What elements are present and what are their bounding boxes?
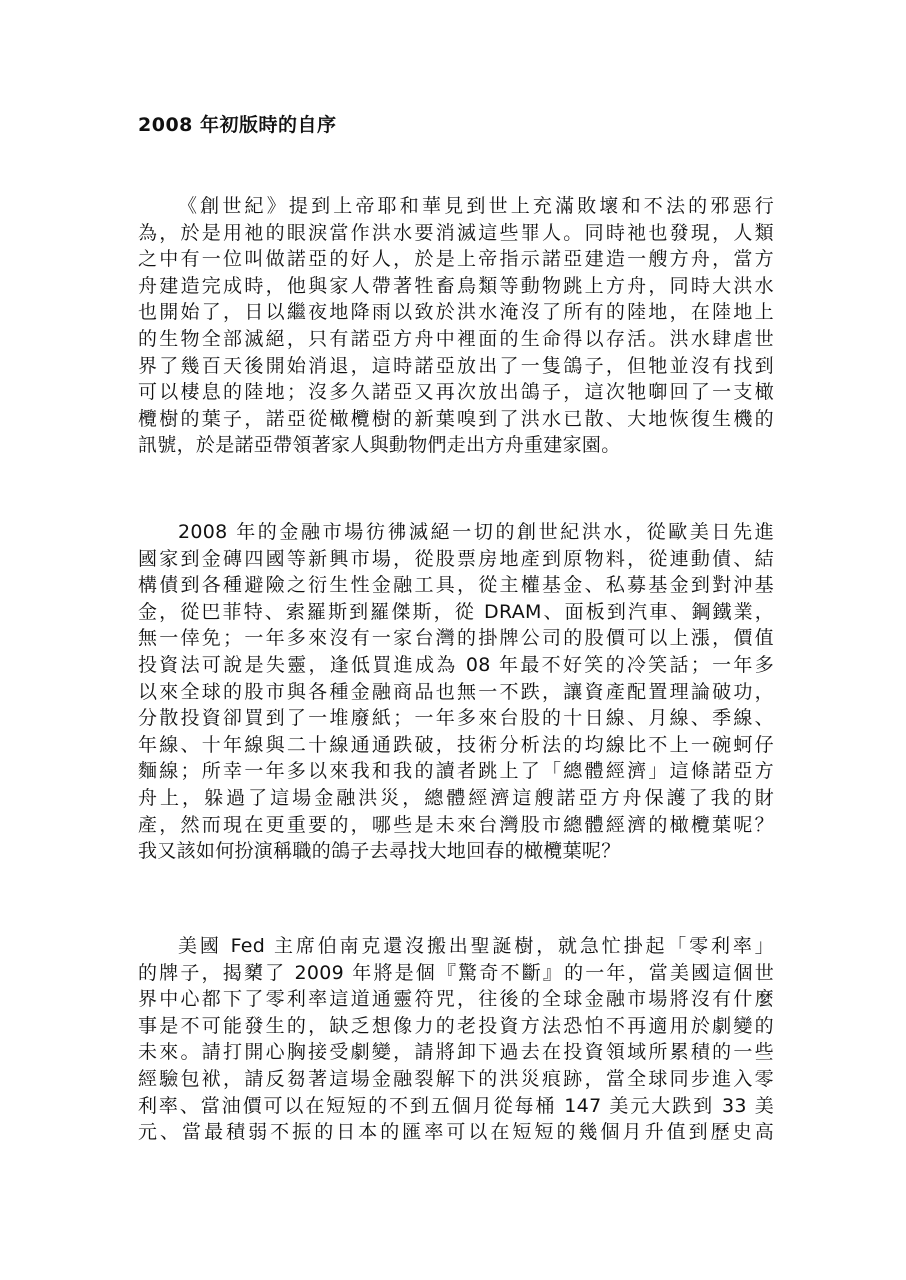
paragraph-line: 元、當最積弱不振的日本的匯率可以在短短的幾個月升值到歷史高: [138, 1121, 774, 1144]
paragraph-line: 我又該如何扮演稱職的鴿子去尋找大地回春的橄欖葉呢？: [138, 840, 621, 863]
paragraph-line: 的牌子，揭櫫了 2009 年將是個『驚奇不斷』的一年，當美國這個世: [138, 961, 774, 984]
paragraph-genesis-flood: [138, 193, 774, 459]
paragraph-line: 利率、當油價可以在短短的不到五個月從每桶 147 美元大跌到 33 美: [138, 1094, 774, 1117]
paragraph-zero-interest: [138, 933, 774, 1146]
paragraph-line: 舟建造完成時，他與家人帶著牲畜鳥類等動物跳上方舟，同時大洪水: [138, 274, 774, 297]
paragraph-line: 訊號，於是諾亞帶領著家人與動物們走出方舟重建家園。: [138, 434, 621, 457]
paragraph-line: 年線、十年線與二十線通通跌破，技術分析法的均線比不上一碗蚵仔: [138, 733, 774, 756]
paragraph-line: 以來全球的股市與各種金融商品也無一不跌，讓資產配置理論破功，: [138, 680, 774, 703]
paragraph-line: 經驗包袱，請反芻著這場金融裂解下的洪災痕跡，當全球同步進入零: [138, 1067, 774, 1090]
paragraph-line: 舟上，躲過了這場金融洪災，總體經濟這艘諾亞方舟保護了我的財: [138, 786, 774, 809]
paragraph-line: 美國 Fed 主席伯南克還沒搬出聖誕樹，就急忙掛起「零利率」: [178, 935, 774, 957]
paragraph-line: 也開始了，日以繼夜地降雨以致於洪水淹沒了所有的陸地，在陸地上: [138, 301, 774, 324]
paragraph-line: 事是不可能發生的，缺乏想像力的老投資方法恐怕不再適用於劇變的: [138, 1014, 774, 1037]
paragraph-line: 界中心都下了零利率這道通靈符咒，往後的全球金融市場將沒有什麼: [138, 988, 774, 1011]
paragraph-line: 國家到金磚四國等新興市場，從股票房地產到原物料，從連動債、結: [138, 547, 774, 570]
paragraph-line: 2008 年的金融市場彷彿滅絕一切的創世紀洪水，從歐美日先進: [178, 521, 774, 543]
paragraph-line: 為，於是用祂的眼淚當作洪水要消滅這些罪人。同時祂也發現，人類: [138, 221, 774, 244]
paragraph-line: 金，從巴菲特、索羅斯到羅傑斯，從 DRAM、面板到汽車、鋼鐵業，: [138, 600, 774, 623]
paragraph-line: 構債到各種避險之衍生性金融工具，從主權基金、私募基金到對沖基: [138, 574, 774, 597]
paragraph-line: 《創世紀》提到上帝耶和華見到世上充滿敗壞和不法的邪惡行: [178, 195, 774, 217]
paragraph-line: 界了幾百天後開始消退，這時諾亞放出了一隻鴿子，但牠並沒有找到: [138, 354, 774, 377]
page-title: 2008 年初版時的自序: [138, 114, 337, 136]
paragraph-line: 欖樹的葉子，諾亞從橄欖樹的新葉嗅到了洪水已散、大地恢復生機的: [138, 407, 774, 430]
paragraph-financial-flood: [138, 519, 774, 865]
paragraph-line: 未來。請打開心胸接受劇變，請將卸下過去在投資領域所累積的一些: [138, 1041, 774, 1064]
paragraph-line: 的生物全部滅絕，只有諾亞方舟中裡面的生命得以存活。洪水肆虐世: [138, 327, 774, 350]
paragraph-line: 分散投資卻買到了一堆廢紙；一年多來台股的十日線、月線、季線、: [138, 707, 774, 730]
paragraph-line: 之中有一位叫做諾亞的好人，於是上帝指示諾亞建造一艘方舟，當方: [138, 248, 774, 271]
paragraph-line: 麵線；所幸一年多以來我和我的讀者跳上了「總體經濟」這條諾亞方: [138, 760, 774, 783]
paragraph-line: 投資法可說是失靈，逢低買進成為 08 年最不好笑的冷笑話；一年多: [138, 653, 774, 676]
paragraph-line: 可以棲息的陸地；沒多久諾亞又再次放出鴿子，這次牠啣回了一支橄: [138, 381, 774, 404]
paragraph-line: 無一倖免；一年多來沒有一家台灣的掛牌公司的股價可以上漲，價值: [138, 627, 774, 650]
paragraph-line: 產，然而現在更重要的，哪些是未來台灣股市總體經濟的橄欖葉呢？: [138, 813, 774, 836]
